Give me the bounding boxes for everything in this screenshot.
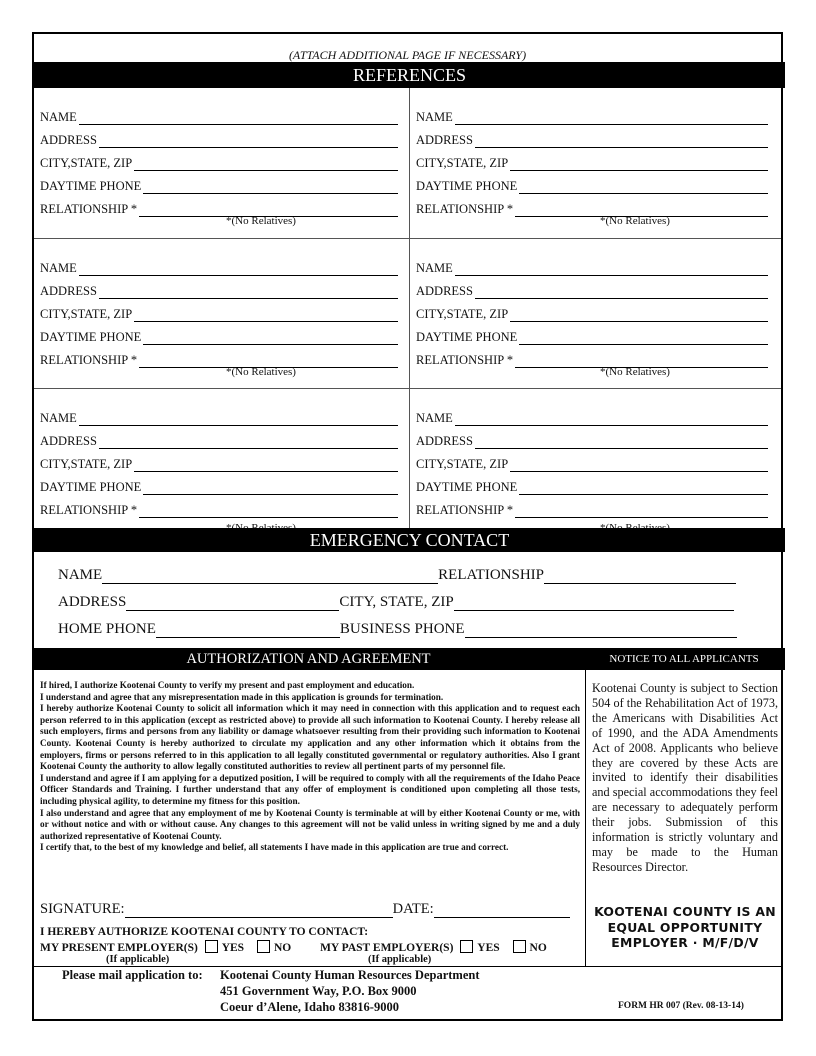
reference-name-label: NAME [416,110,453,124]
authorization-text [40,680,580,854]
reference-city-label: CITY,STATE, ZIP [416,457,509,471]
reference-relationship-input[interactable] [515,503,768,518]
reference-block [410,88,785,238]
reference-name-input[interactable] [455,110,768,125]
reference-name-label: NAME [416,261,453,275]
reference-phone-row [40,477,398,495]
reference-city-row [416,454,768,472]
reference-city-label: CITY,STATE, ZIP [40,307,133,321]
reference-relationship-row [40,350,398,368]
reference-block [34,88,409,238]
mail-line-2: 451 Government Way, P.O. Box 9000 [220,984,417,998]
reference-phone-row [40,176,398,194]
mail-line-1: Kootenai County Human Resources Department [220,968,480,982]
reference-phone-input[interactable] [143,179,398,194]
emergency-name-input[interactable] [102,568,438,584]
no-relatives-note: *(No Relatives) [600,215,670,227]
reference-phone-row [416,327,768,345]
reference-address-row [416,281,768,299]
reference-relationship-label: RELATIONSHIP * [416,503,514,517]
reference-phone-label: DAYTIME PHONE [416,179,518,193]
reference-city-input[interactable] [510,307,768,322]
authorization-paragraphs: If hired, I authorize Kootenai County to verify my present and past employment and education. I understand and agree that any misrepresentation made in this application is grounds for termination. I hereby authorize Kootenai County to solicit all information which it may need in connection with this application and to request each person referred to in this application (except as restricted above) to provide all such information to Kootenai County. I hereby release all such employers, firms and persons from any liability or damage whatsoever resulting from their providing such information to Kootenai County. Kootenai County is hereby authorized to circulate my application and any other information which it obtains from the employers, firms or persons referred to in this application to all legally constituted governmental or regulatory authorities. Also I grant Kootenai County the authority to allow legally constituted authorities to review all pertinent parts of my personnel file. I understand and agree if I am applying for a deputized position, I will be required to comply with all the requirements of the Idaho Peace Officer Standards and Training. I further understand that any offer of employment is conditioned upon completing all those tests, including physical agility, to determine my fitness for this position. I also understand and agree that any employment of me by Kootenai County is terminable at will by either Kootenai County or me, with or without notice and with or without cause. Any changes to this agreement will not be valid unless in writing signed by me and a duly authorized representative of Kootenai County. I certify that, to the best of my knowledge and belief, all statements I have made in this application are true and correct. [40,680,580,853]
past-yes-label: YES [477,942,500,954]
reference-relationship-row [40,199,398,217]
reference-city-row [416,304,768,322]
reference-city-input[interactable] [134,307,398,322]
reference-city-input[interactable] [134,156,398,171]
emergency-city-label: CITY, STATE, ZIP [339,594,454,610]
past-employer-label: MY PAST EMPLOYER(S) [320,942,454,954]
emergency-address-input[interactable] [126,595,339,611]
reference-phone-label: DAYTIME PHONE [40,330,142,344]
reference-address-label: ADDRESS [416,284,473,298]
emergency-relationship-input[interactable] [544,568,736,584]
reference-city-label: CITY,STATE, ZIP [40,457,133,471]
mail-line-3: Coeur d’Alene, Idaho 83816-9000 [220,1000,399,1014]
signature-row [40,900,580,918]
reference-address-row [40,281,398,299]
past-no-label: NO [529,942,547,954]
reference-name-row [416,408,768,426]
reference-city-row [40,153,398,171]
reference-relationship-input[interactable] [139,503,398,518]
reference-phone-input[interactable] [143,480,398,495]
footer-divider [34,966,781,967]
notice-title: NOTICE TO ALL APPLICANTS [609,653,759,665]
reference-name-row [416,107,768,125]
emergency-business-phone-label: BUSINESS PHONE [339,621,465,637]
reference-relationship-row [416,350,768,368]
emergency-business-phone-input[interactable] [465,622,737,638]
reference-address-row [40,431,398,449]
reference-block [34,239,409,389]
reference-city-label: CITY,STATE, ZIP [40,156,133,170]
date-label: DATE: [392,901,434,917]
emergency-home-phone-label: HOME PHONE [58,621,156,637]
reference-city-row [416,153,768,171]
reference-city-row [40,304,398,322]
notice-divider [585,670,586,966]
reference-phone-row [416,176,768,194]
reference-phone-row [40,327,398,345]
reference-name-input[interactable] [455,411,768,426]
reference-address-input[interactable] [475,133,768,148]
reference-phone-label: DAYTIME PHONE [416,330,518,344]
reference-phone-label: DAYTIME PHONE [40,480,142,494]
reference-phone-input[interactable] [143,330,398,345]
reference-relationship-label: RELATIONSHIP * [40,503,138,517]
reference-address-label: ADDRESS [416,434,473,448]
reference-name-label: NAME [40,261,77,275]
notice-text: Kootenai County is subject to Section 504 of the Rehabilitation Act of 1973, the Americans with Disabilities Act of 1990, and the ADA Amendments Act of 2008. Applicants who believe they are covered by these Acts are invited to identify their disabilities and special accommodations they feel are necessary to adequately perform their jobs. Submission of this information is strictly voluntary and may be made to the Human Resources Director. [592,681,778,874]
present-employer-label: MY PRESENT EMPLOYER(S) [40,942,198,954]
reference-phone-input[interactable] [519,480,768,495]
reference-city-input[interactable] [510,156,768,171]
application-page [32,32,783,1021]
emergency-address-label: ADDRESS [58,594,127,610]
reference-block [410,239,785,389]
reference-phone-label: DAYTIME PHONE [40,179,142,193]
emergency-home-phone-input[interactable] [156,622,340,638]
present-no-label: NO [273,942,292,954]
past-if-applicable: (If applicable) [368,954,432,965]
references-header: REFERENCES [34,62,785,88]
reference-relationship-row [40,500,398,518]
authorization-header-bar [34,648,785,670]
present-if-applicable: (If applicable) [106,954,170,965]
reference-phone-input[interactable] [519,330,768,345]
past-no-checkbox[interactable] [513,940,526,953]
reference-name-input[interactable] [79,411,398,426]
reference-relationship-label: RELATIONSHIP * [40,353,138,367]
reference-address-row [40,130,398,148]
reference-relationship-label: RELATIONSHIP * [416,202,514,216]
reference-name-row [416,258,768,276]
present-yes-label: YES [221,942,245,954]
reference-block [34,389,409,539]
mail-label: Please mail application to: [62,968,203,982]
reference-address-label: ADDRESS [416,133,473,147]
reference-name-label: NAME [40,110,77,124]
reference-name-input[interactable] [79,110,398,125]
no-relatives-note: *(No Relatives) [600,366,670,378]
no-relatives-note: *(No Relatives) [226,366,296,378]
reference-address-input[interactable] [99,284,398,299]
reference-address-row [416,130,768,148]
date-input[interactable] [434,903,570,918]
emergency-city-input[interactable] [454,595,734,611]
reference-city-row [40,454,398,472]
emergency-name-row [58,564,736,584]
reference-address-input[interactable] [99,434,398,449]
reference-block [410,389,785,539]
attach-note: (ATTACH ADDITIONAL PAGE IF NECESSARY) [288,48,527,62]
authorization-title: AUTHORIZATION AND AGREEMENT [186,651,431,667]
emergency-contact-header: EMERGENCY CONTACT [34,528,785,552]
reference-address-input[interactable] [475,284,768,299]
present-no-checkbox[interactable] [257,940,270,953]
reference-address-row [416,431,768,449]
reference-city-label: CITY,STATE, ZIP [416,307,509,321]
reference-name-input[interactable] [79,261,398,276]
reference-name-row [40,107,398,125]
reference-city-input[interactable] [134,457,398,472]
reference-phone-input[interactable] [519,179,768,194]
reference-address-label: ADDRESS [40,284,97,298]
reference-name-input[interactable] [455,261,768,276]
reference-phone-label: DAYTIME PHONE [416,480,518,494]
equal-opportunity-statement: KOOTENAI COUNTY IS AN EQUAL OPPORTUNITY EMPLOYER · M/F/D/V [594,904,776,951]
reference-city-label: CITY,STATE, ZIP [416,156,509,170]
reference-address-input[interactable] [475,434,768,449]
reference-address-label: ADDRESS [40,133,97,147]
emergency-phone-row [58,618,737,638]
reference-relationship-label: RELATIONSHIP * [416,353,514,367]
reference-address-label: ADDRESS [40,434,97,448]
emergency-address-row [58,591,734,611]
form-number: FORM HR 007 (Rev. 08-13-14) [618,1001,744,1011]
reference-name-row [40,258,398,276]
past-yes-checkbox[interactable] [460,940,473,953]
reference-name-label: NAME [40,411,77,425]
reference-name-row [40,408,398,426]
emergency-relationship-label: RELATIONSHIP [438,567,545,583]
emergency-name-label: NAME [58,567,103,583]
reference-phone-row [416,477,768,495]
no-relatives-note: *(No Relatives) [226,215,296,227]
reference-relationship-row [416,500,768,518]
contact-authorization-title: I HEREBY AUTHORIZE KOOTENAI COUNTY TO CONTACT: [40,926,369,938]
signature-label: SIGNATURE: [40,901,125,917]
reference-city-input[interactable] [510,457,768,472]
signature-input[interactable] [125,903,393,918]
reference-name-label: NAME [416,411,453,425]
reference-address-input[interactable] [99,133,398,148]
present-yes-checkbox[interactable] [205,940,218,953]
reference-relationship-row [416,199,768,217]
reference-relationship-label: RELATIONSHIP * [40,202,138,216]
